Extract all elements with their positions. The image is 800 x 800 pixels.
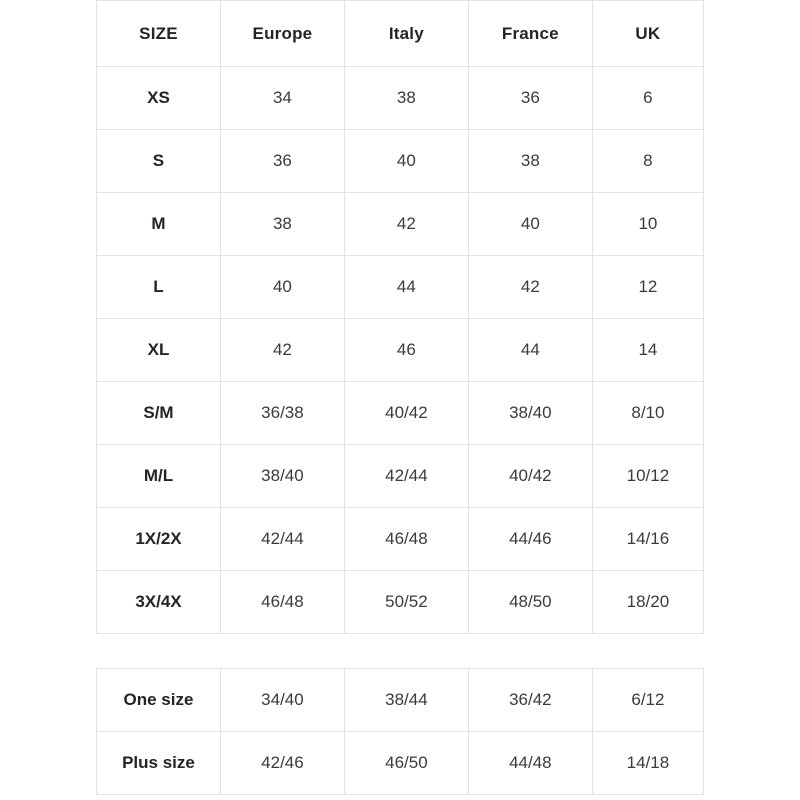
table-row <box>97 67 704 130</box>
table-row <box>97 319 704 382</box>
row-label: M/L <box>97 445 221 508</box>
table-row <box>97 130 704 193</box>
cell-france: 44/48 <box>468 732 592 795</box>
cell-europe: 42/46 <box>220 732 344 795</box>
row-label: One size <box>97 669 221 732</box>
cell-europe: 34 <box>220 67 344 130</box>
cell-europe: 42 <box>220 319 344 382</box>
cell-uk: 6 <box>592 67 703 130</box>
cell-italy: 40 <box>344 130 468 193</box>
cell-uk: 8 <box>592 130 703 193</box>
cell-italy: 44 <box>344 256 468 319</box>
cell-france: 40/42 <box>468 445 592 508</box>
cell-italy: 46/50 <box>344 732 468 795</box>
table-header-row <box>97 1 704 67</box>
table-row <box>97 193 704 256</box>
cell-france: 44/46 <box>468 508 592 571</box>
cell-italy: 38/44 <box>344 669 468 732</box>
column-header-size: SIZE <box>97 1 221 67</box>
cell-europe: 38/40 <box>220 445 344 508</box>
row-label: 3X/4X <box>97 571 221 634</box>
row-label: Plus size <box>97 732 221 795</box>
table-row <box>97 669 704 732</box>
cell-uk: 10 <box>592 193 703 256</box>
cell-europe: 34/40 <box>220 669 344 732</box>
cell-uk: 18/20 <box>592 571 703 634</box>
cell-uk: 14 <box>592 319 703 382</box>
cell-italy: 42 <box>344 193 468 256</box>
cell-france: 36 <box>468 67 592 130</box>
column-header-europe: Europe <box>220 1 344 67</box>
cell-europe: 46/48 <box>220 571 344 634</box>
row-label: 1X/2X <box>97 508 221 571</box>
cell-italy: 40/42 <box>344 382 468 445</box>
row-label: S <box>97 130 221 193</box>
cell-france: 36/42 <box>468 669 592 732</box>
column-header-france: France <box>468 1 592 67</box>
row-label: S/M <box>97 382 221 445</box>
cell-uk: 12 <box>592 256 703 319</box>
cell-italy: 46/48 <box>344 508 468 571</box>
row-label: L <box>97 256 221 319</box>
size-conversion-table <box>96 0 704 634</box>
cell-france: 48/50 <box>468 571 592 634</box>
row-label: M <box>97 193 221 256</box>
table-gap <box>96 634 704 668</box>
cell-italy: 50/52 <box>344 571 468 634</box>
table-row <box>97 571 704 634</box>
column-header-uk: UK <box>592 1 703 67</box>
cell-uk: 6/12 <box>592 669 703 732</box>
cell-uk: 14/18 <box>592 732 703 795</box>
cell-europe: 40 <box>220 256 344 319</box>
cell-europe: 36 <box>220 130 344 193</box>
cell-france: 38 <box>468 130 592 193</box>
cell-europe: 42/44 <box>220 508 344 571</box>
cell-france: 42 <box>468 256 592 319</box>
column-header-italy: Italy <box>344 1 468 67</box>
cell-italy: 38 <box>344 67 468 130</box>
cell-uk: 14/16 <box>592 508 703 571</box>
row-label: XL <box>97 319 221 382</box>
cell-uk: 8/10 <box>592 382 703 445</box>
table-row <box>97 256 704 319</box>
cell-france: 38/40 <box>468 382 592 445</box>
table-row <box>97 445 704 508</box>
general-size-table <box>96 668 704 795</box>
row-label: XS <box>97 67 221 130</box>
cell-europe: 36/38 <box>220 382 344 445</box>
table-row <box>97 732 704 795</box>
cell-france: 44 <box>468 319 592 382</box>
cell-france: 40 <box>468 193 592 256</box>
table-row <box>97 382 704 445</box>
table-row <box>97 508 704 571</box>
cell-europe: 38 <box>220 193 344 256</box>
cell-italy: 42/44 <box>344 445 468 508</box>
cell-italy: 46 <box>344 319 468 382</box>
cell-uk: 10/12 <box>592 445 703 508</box>
